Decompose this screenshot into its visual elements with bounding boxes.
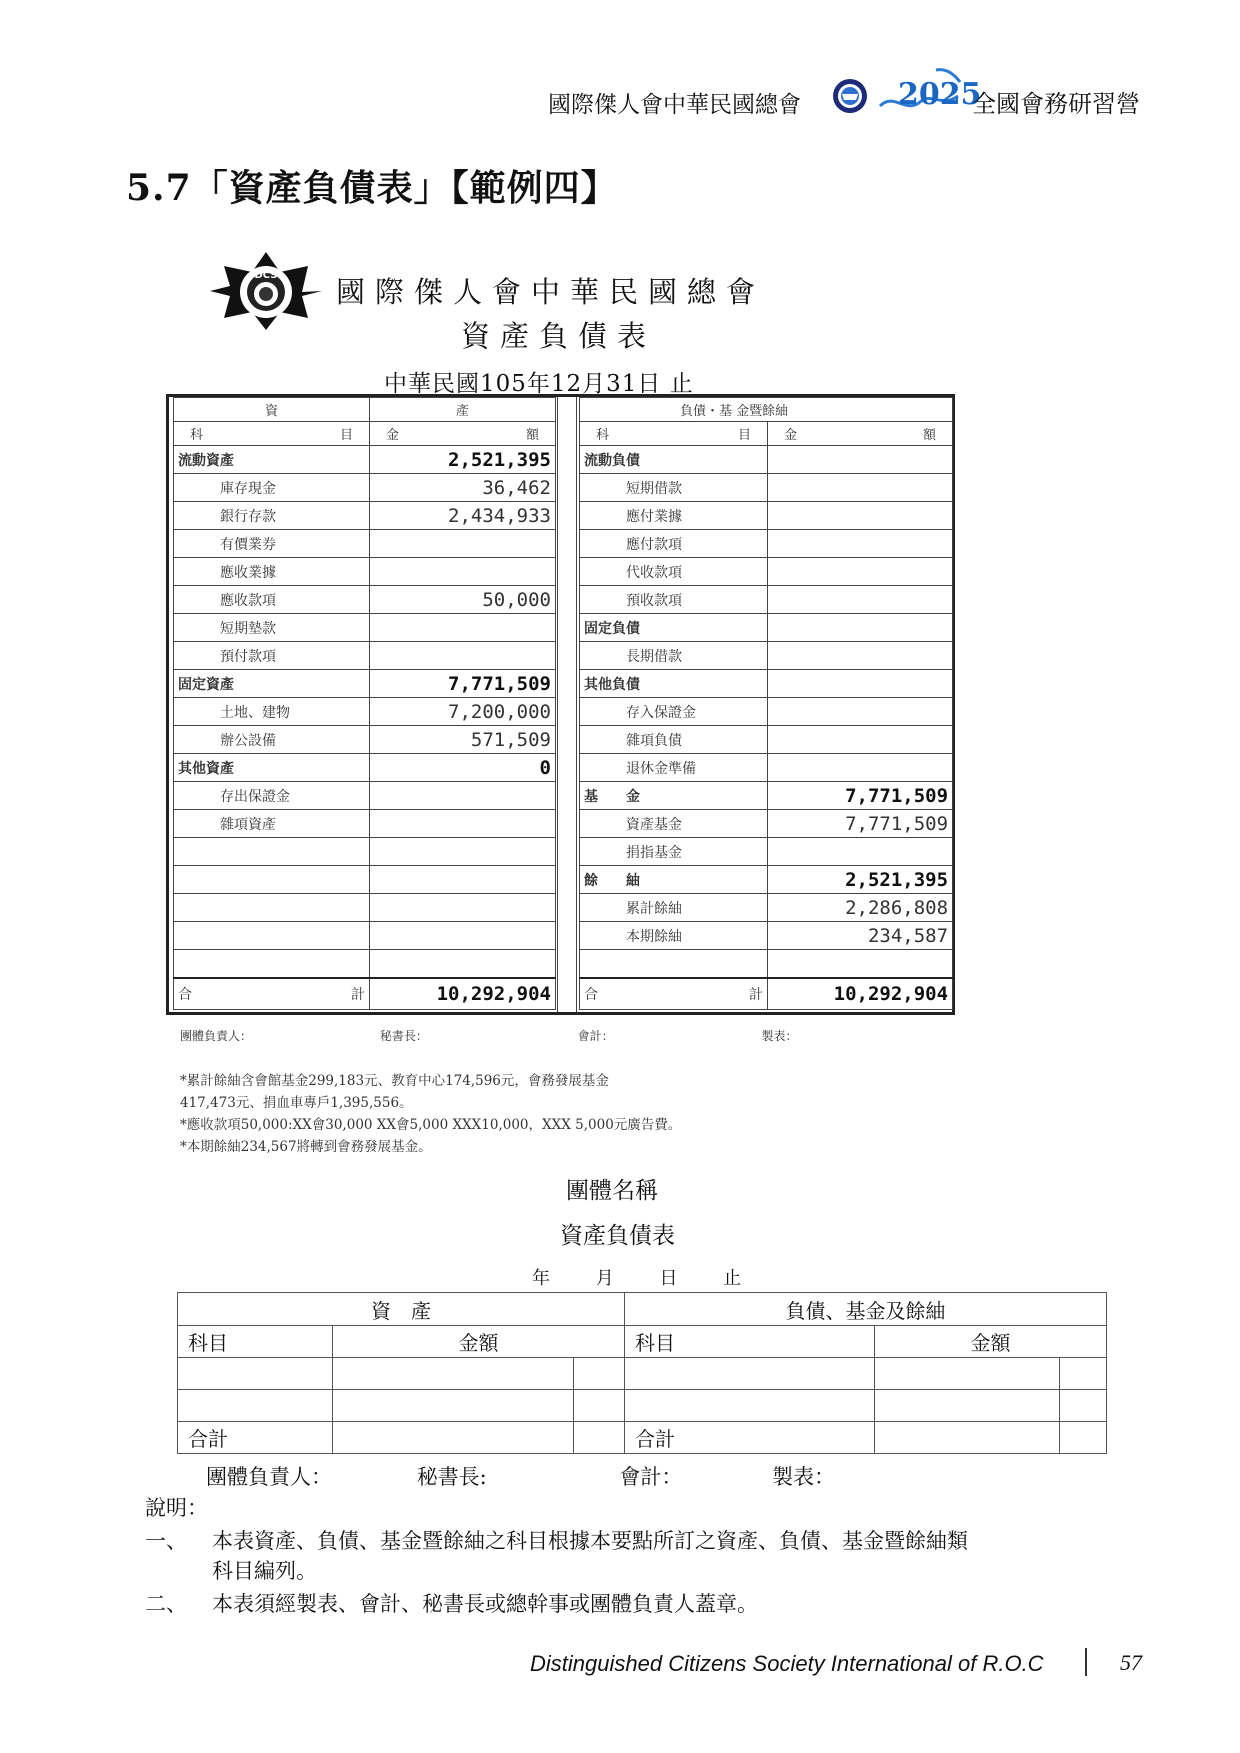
template-col-subject: 科目	[625, 1326, 875, 1358]
assets-row	[174, 838, 556, 866]
col-amount-a: 金	[386, 428, 400, 443]
liabilities-row-label: 應付款項	[580, 530, 768, 558]
assets-row-amount: 36,462	[370, 474, 556, 502]
liabilities-row-label: 存入保證金	[580, 698, 768, 726]
liabilities-row	[580, 950, 953, 978]
liabilities-row	[580, 810, 953, 838]
col-subject-b: 目	[339, 428, 353, 443]
assets-total-label	[174, 978, 370, 1010]
assets-row	[174, 502, 556, 530]
template-cell	[625, 1358, 875, 1390]
template-liabilities-head: 負債、基金及餘紬	[625, 1293, 1107, 1326]
example-date: 中華民國105年12月31日 止	[384, 371, 694, 397]
liabilities-row-amount	[768, 670, 953, 698]
liabilities-row	[580, 558, 953, 586]
total-label-char: 計	[351, 986, 365, 1003]
assets-total-row	[174, 978, 556, 1010]
liabilities-row-amount	[768, 838, 953, 866]
col-subject-a: 科	[596, 428, 610, 443]
template-org-name: 團體名稱	[566, 1178, 658, 1204]
liabilities-row-label: 退休金準備	[580, 754, 768, 782]
liabilities-row-label: 流動負債	[580, 446, 768, 474]
assets-row-amount	[370, 642, 556, 670]
assets-row-amount	[370, 530, 556, 558]
template-cell	[1060, 1358, 1107, 1390]
liabilities-row-amount	[768, 754, 953, 782]
template-date: 年 月 日 止	[532, 1268, 742, 1289]
assets-row-amount	[370, 838, 556, 866]
liabilities-row-amount	[768, 642, 953, 670]
col-subject-b: 目	[737, 428, 751, 443]
example-balance-sheet	[166, 394, 955, 1015]
template-cell	[574, 1390, 625, 1422]
liabilities-row-amount	[768, 502, 953, 530]
assets-total-amount: 10,292,904	[370, 978, 556, 1010]
assets-row-label	[174, 922, 370, 950]
year-logo-text: 2025	[898, 77, 982, 112]
liabilities-row	[580, 642, 953, 670]
liabilities-row-label: 捐指基金	[580, 838, 768, 866]
example-sign-head: 團體負責人：	[180, 1029, 253, 1043]
col-subject-a: 科	[190, 428, 204, 443]
total-label-char: 合	[584, 986, 598, 1003]
template-total-label: 合計	[625, 1422, 875, 1454]
liabilities-row	[580, 530, 953, 558]
liabilities-row-label: 代收款項	[580, 558, 768, 586]
assets-row	[174, 446, 556, 474]
assets-row	[174, 782, 556, 810]
liabilities-row	[580, 670, 953, 698]
example-sign-secretary: 秘書長：	[379, 1029, 428, 1043]
assets-row-label: 應收款項	[174, 586, 370, 614]
assets-row-label	[174, 894, 370, 922]
liabilities-row-amount: 2,286,808	[768, 894, 953, 922]
liabilities-row-amount: 7,771,509	[768, 810, 953, 838]
liabilities-row-label: 固定負債	[580, 614, 768, 642]
explanation-label: 說明：	[145, 1496, 208, 1520]
assets-row	[174, 754, 556, 782]
liabilities-row	[580, 894, 953, 922]
table-gutter	[557, 397, 577, 1012]
assets-row-label: 銀行存款	[174, 502, 370, 530]
liabilities-row-label: 應付業據	[580, 502, 768, 530]
assets-row	[174, 586, 556, 614]
assets-row-label: 其他資產	[174, 754, 370, 782]
liabilities-row	[580, 726, 953, 754]
explanation-text: 本表須經製表、會計、秘書長或總幹事或團體負責人蓋章。	[212, 1592, 758, 1616]
liabilities-row	[580, 586, 953, 614]
liabilities-row-label: 基 金	[580, 782, 768, 810]
assets-row	[174, 922, 556, 950]
assets-row-label: 雜項資產	[174, 810, 370, 838]
liabilities-row-label	[580, 950, 768, 978]
assets-row-label: 固定資產	[174, 670, 370, 698]
liabilities-row-label: 累計餘紬	[580, 894, 768, 922]
footer-separator	[1085, 1648, 1087, 1676]
template-cell	[875, 1390, 1060, 1422]
assets-row	[174, 726, 556, 754]
example-sign-preparer: 製表：	[761, 1029, 798, 1043]
example-note: *應收款項50,000:XX會30,000 XX會5,000 XXX10,000，XXX 5,000元廣告費。	[180, 1117, 682, 1133]
liabilities-row	[580, 754, 953, 782]
liabilities-row	[580, 614, 953, 642]
liabilities-row	[580, 474, 953, 502]
example-assets-table	[173, 397, 556, 1010]
liabilities-row-label: 長期借款	[580, 642, 768, 670]
example-title: 資產負債表	[461, 319, 657, 353]
assets-row-label: 庫存現金	[174, 474, 370, 502]
template-cell	[333, 1390, 574, 1422]
explanation-text: 本表資產、負債、基金暨餘紬之科目根據本要點所訂之資產、負債、基金暨餘紬類	[212, 1529, 968, 1553]
assets-row	[174, 670, 556, 698]
assets-row-label: 有價業券	[174, 530, 370, 558]
header-org-name: 國際傑人會中華民國總會	[548, 92, 801, 118]
example-org-name: 國際傑人會中華民國總會	[336, 275, 766, 309]
template-col-amount: 金額	[875, 1326, 1107, 1358]
liabilities-row-amount: 7,771,509	[768, 782, 953, 810]
liabilities-row	[580, 502, 953, 530]
dcs-emblem-icon	[832, 78, 868, 114]
template-sign-secretary: 秘書長:	[416, 1465, 487, 1489]
template-sign-head: 團體負責人：	[206, 1465, 332, 1489]
assets-row	[174, 614, 556, 642]
template-signatures	[206, 1461, 835, 1491]
liabilities-row-amount	[768, 726, 953, 754]
template-cell	[625, 1390, 875, 1422]
assets-row	[174, 950, 556, 978]
template-cell	[333, 1422, 574, 1454]
template-cell	[178, 1390, 333, 1422]
assets-row-amount: 2,521,395	[370, 446, 556, 474]
assets-row-amount	[370, 894, 556, 922]
liabilities-row-label: 餘 紬	[580, 866, 768, 894]
assets-row-label: 預付款項	[174, 642, 370, 670]
assets-row	[174, 642, 556, 670]
liabilities-row	[580, 866, 953, 894]
template-col-amount: 金額	[333, 1326, 625, 1358]
explanation-num: 二、	[145, 1592, 187, 1616]
example-note: *本期餘紬234,567將轉到會務發展基金。	[180, 1139, 432, 1155]
liabilities-row-amount: 234,587	[768, 922, 953, 950]
page-number: 57	[1120, 1650, 1142, 1675]
template-cell	[574, 1422, 625, 1454]
template-sign-preparer: 製表：	[772, 1465, 836, 1489]
liabilities-row-label: 其他負債	[580, 670, 768, 698]
liabilities-row-amount	[768, 530, 953, 558]
liabilities-row-amount	[768, 474, 953, 502]
liabilities-row-amount	[768, 698, 953, 726]
assets-row	[174, 894, 556, 922]
liabilities-row-label: 短期借款	[580, 474, 768, 502]
liabilities-row-label: 本期餘紬	[580, 922, 768, 950]
assets-row	[174, 530, 556, 558]
section-title: 5.7「資產負債表」【範例四】	[126, 167, 618, 209]
assets-row-amount: 0	[370, 754, 556, 782]
assets-row-label: 辦公設備	[174, 726, 370, 754]
liabilities-total-label	[580, 978, 768, 1010]
template-row	[178, 1390, 1107, 1422]
assets-row-label: 土地、建物	[174, 698, 370, 726]
example-note: *累計餘紬含會館基金299,183元、教育中心174,596元，會務發展基金	[180, 1073, 609, 1089]
template-cell	[1060, 1390, 1107, 1422]
explanation-text-cont: 科目編列。	[212, 1559, 317, 1583]
template-cell	[333, 1358, 574, 1390]
example-signatures	[180, 1027, 798, 1044]
template-assets-head: 資 產	[178, 1293, 625, 1326]
assets-head-char-1: 資	[264, 404, 278, 419]
assets-row-amount	[370, 950, 556, 978]
liabilities-row-label: 預收款項	[580, 586, 768, 614]
liabilities-total-row	[580, 978, 953, 1010]
assets-row-label	[174, 838, 370, 866]
liabilities-row-amount: 2,521,395	[768, 866, 953, 894]
assets-row	[174, 558, 556, 586]
assets-row-label	[174, 950, 370, 978]
footer-org-name: Distinguished Citizens Society International of R.O.C	[530, 1651, 1044, 1676]
template-cell	[875, 1422, 1060, 1454]
assets-row	[174, 810, 556, 838]
liabilities-head: 負債・基 金暨餘紬	[680, 404, 789, 419]
liabilities-row	[580, 838, 953, 866]
template-col-subject: 科目	[178, 1326, 333, 1358]
template-total-label: 合計	[178, 1422, 333, 1454]
assets-row-label	[174, 866, 370, 894]
assets-row-amount: 2,434,933	[370, 502, 556, 530]
assets-row-amount	[370, 866, 556, 894]
template-sign-accountant: 會計：	[619, 1465, 683, 1489]
assets-row-amount: 571,509	[370, 726, 556, 754]
total-label-char: 合	[178, 986, 192, 1003]
liabilities-total-amount: 10,292,904	[768, 978, 953, 1010]
header-camp-name: 全國會務研習營	[972, 90, 1140, 118]
template-cell	[178, 1358, 333, 1390]
example-note: 417,473元、捐血車專戶1,395,556。	[180, 1095, 413, 1111]
dcs-emblem-scan-text: DCS	[254, 270, 278, 281]
assets-row-label: 短期墊款	[174, 614, 370, 642]
assets-row-amount	[370, 614, 556, 642]
total-label-char: 計	[749, 986, 763, 1003]
assets-row-amount	[370, 782, 556, 810]
liabilities-row-amount	[768, 586, 953, 614]
liabilities-row-amount	[768, 950, 953, 978]
assets-row-amount: 7,200,000	[370, 698, 556, 726]
liabilities-row-label: 資產基金	[580, 810, 768, 838]
liabilities-row-label: 雜項負債	[580, 726, 768, 754]
template-cell	[574, 1358, 625, 1390]
explanation-num: 一、	[145, 1529, 187, 1553]
liabilities-row	[580, 446, 953, 474]
col-amount-b: 額	[923, 428, 937, 443]
col-amount-a: 金	[784, 428, 798, 443]
assets-row-label: 流動資產	[174, 446, 370, 474]
liabilities-row	[580, 922, 953, 950]
assets-row-label: 存出保證金	[174, 782, 370, 810]
assets-row	[174, 866, 556, 894]
template-title: 資產負債表	[560, 1223, 675, 1249]
template-balance-table	[177, 1292, 1107, 1454]
liabilities-row-amount	[768, 614, 953, 642]
liabilities-row-amount	[768, 558, 953, 586]
assets-row-amount	[370, 810, 556, 838]
liabilities-row	[580, 782, 953, 810]
liabilities-row	[580, 698, 953, 726]
assets-row	[174, 474, 556, 502]
assets-row-amount	[370, 558, 556, 586]
assets-row	[174, 698, 556, 726]
template-cell	[1060, 1422, 1107, 1454]
assets-head-char-2: 產	[455, 404, 469, 419]
example-sign-accountant: 會計：	[577, 1029, 614, 1043]
assets-row-amount: 50,000	[370, 586, 556, 614]
template-row	[178, 1358, 1107, 1390]
dcs-emblem-scan-icon	[210, 252, 322, 330]
assets-row-amount: 7,771,509	[370, 670, 556, 698]
col-amount-b: 額	[525, 428, 539, 443]
example-liabilities-table	[579, 397, 953, 1010]
assets-row-label: 應收業據	[174, 558, 370, 586]
liabilities-row-amount	[768, 446, 953, 474]
template-cell	[875, 1358, 1060, 1390]
year-logo	[876, 62, 982, 120]
assets-row-amount	[370, 922, 556, 950]
